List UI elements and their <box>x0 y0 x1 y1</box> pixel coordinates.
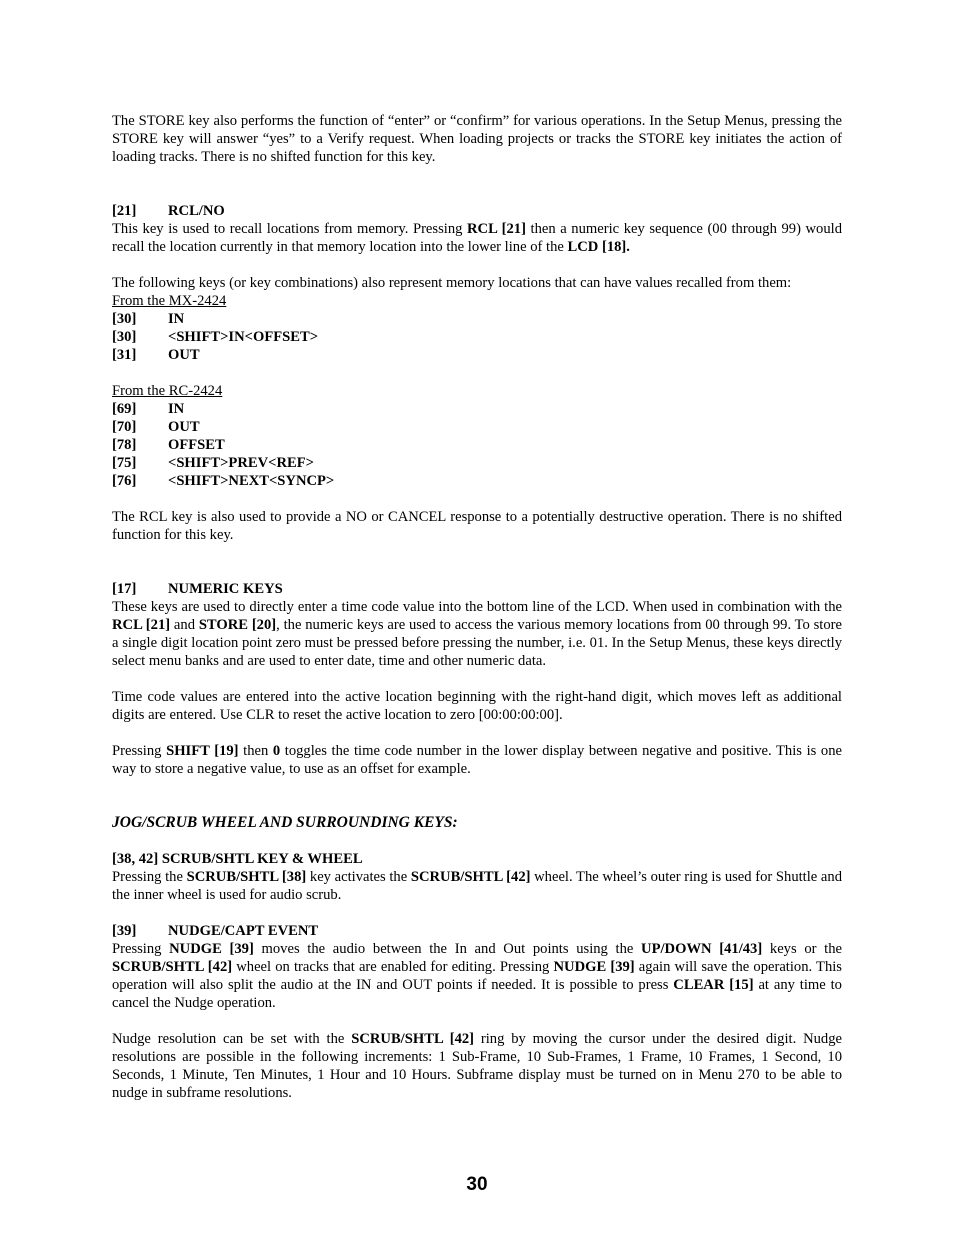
list-item: [78] OFFSET <box>112 437 225 453</box>
list-item: [70] OUT <box>112 419 200 435</box>
page-number: 30 <box>466 1174 488 1195</box>
mx-list-title: From the MX-2424 <box>112 293 227 309</box>
rcl-paragraph-1: This key is used to recall locations from memory. Pressing RCL [21] then a numeric key sequence (00 through 99) would recall the location currently in that memory location into the lower line of the LCD [18]. <box>112 221 843 255</box>
list-item: [31] OUT <box>112 347 200 363</box>
rc-key-list <box>112 400 842 490</box>
list-item: [30] IN <box>112 311 185 327</box>
numeric-paragraph-3: Pressing SHIFT [19] then 0 toggles the time code number in the lower display between negative and positive. This is one way to store a negative value, to use as an offset for example. <box>112 743 842 777</box>
store-paragraph: The STORE key also performs the function of “enter” or “confirm” for various operations. In the Setup Menus, pressing the STORE key will answer “yes” to a Verify request. When loading projects or tracks the STORE key initiates the action of loading tracks. There is no shifted function for this key. <box>112 113 842 165</box>
numeric-paragraph-1: These keys are used to directly enter a time code value into the bottom line of the LCD. When used in combination with the RCL [21] and STORE [20], the numeric keys are used to access the various memory locations from 00 through 99. To store a single digit location point zero must be pressed before pressing the number, i.e. 01. In the Setup Menus, these keys directly select menu banks and are used to enter date, time and other numeric data. <box>112 599 842 669</box>
list-item: [30] <SHIFT>IN<OFFSET> <box>112 329 319 345</box>
rcl-paragraph-2: The following keys (or key combinations) also represent memory locations that can have values recalled from them: <box>112 275 792 291</box>
scrub-heading: [38, 42] SCRUB/SHTL KEY & WHEEL <box>112 851 363 867</box>
list-item: [69] IN <box>112 401 185 417</box>
scrub-paragraph: Pressing the SCRUB/SHTL [38] key activates the SCRUB/SHTL [42] wheel. The wheel’s outer ring is used for Shuttle and the inner wheel is used for audio scrub. <box>112 869 842 903</box>
rcl-paragraph-3: The RCL key is also used to provide a NO or CANCEL response to a potentially destructive operation. There is no shifted function for this key. <box>112 509 842 543</box>
numeric-heading-label: NUMERIC KEYS <box>168 581 283 597</box>
mx-key-list <box>112 310 842 364</box>
rcl-heading-number: [21] <box>112 203 137 219</box>
nudge-paragraph: Pressing NUDGE [39] moves the audio between the In and Out points using the UP/DOWN [41/43] keys or the SCRUB/SHTL [42] wheel on tracks that are enabled for editing. Pressing NUDGE [39] again will save the operation. This operation will also split the audio at the IN and OUT points if needed. It is possible to press CLEAR [15] at any time to cancel the Nudge operation. <box>112 941 842 1011</box>
list-item: [75] <SHIFT>PREV<REF> <box>112 455 314 471</box>
rcl-heading-label: RCL/NO <box>168 203 225 219</box>
manual-page <box>112 112 842 1102</box>
numeric-heading-number: [17] <box>112 581 137 597</box>
nudge-heading <box>112 922 842 940</box>
numeric-paragraph-2: Time code values are entered into the active location beginning with the right-hand digit, which moves left as additional digits are entered. Use CLR to reset the active location to zero [00:00:00:00]. <box>112 689 842 723</box>
nudge-resolution-paragraph: Nudge resolution can be set with the SCRUB/SHTL [42] ring by moving the cursor under the desired digit. Nudge resolutions are possible in the following increments: 1 Sub-Frame, 10 Sub-Frames, 1 Frame, 10 Frames, 1 Second, 10 Seconds, 1 Minute, Ten Minutes, 1 Hour and 10 Hours. Subframe display must be turned on in Menu 270 to be able to nudge in subframe resolutions. <box>112 1031 842 1101</box>
list-item: [76] <SHIFT>NEXT<SYNCP> <box>112 473 335 489</box>
rc-list-title: From the RC-2424 <box>112 383 223 399</box>
nudge-heading-number: [39] <box>112 923 137 939</box>
rcl-heading <box>112 202 842 220</box>
jog-section-title: JOG/SCRUB WHEEL AND SURROUNDING KEYS: <box>112 814 458 831</box>
numeric-heading <box>112 580 842 598</box>
nudge-heading-label: NUDGE/CAPT EVENT <box>168 923 319 939</box>
